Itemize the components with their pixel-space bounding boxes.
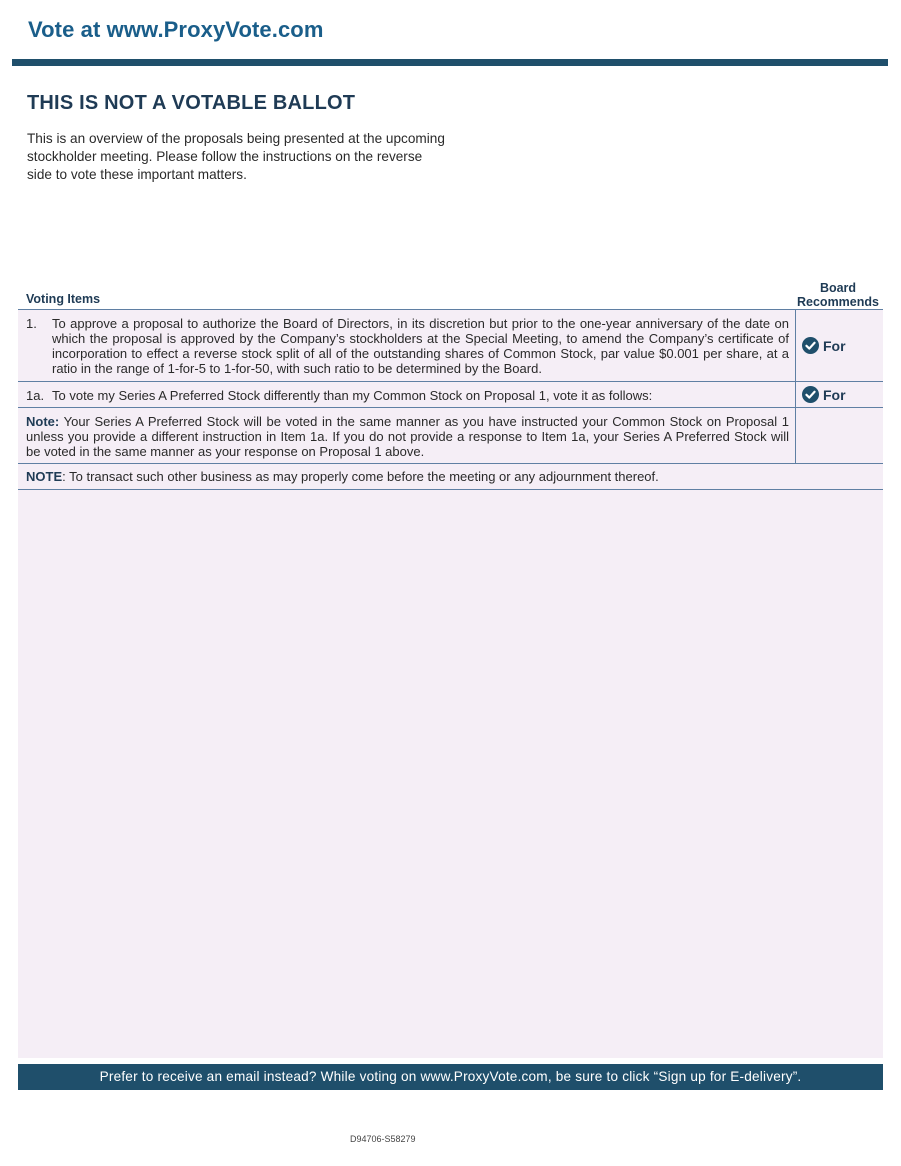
recommendation-cell <box>795 310 883 381</box>
other-business-row <box>18 464 883 490</box>
voting-item-text <box>26 316 789 376</box>
note-text <box>26 414 789 459</box>
board-recommends-line1: Board <box>819 281 857 295</box>
board-recommends-line2: Recommends <box>797 295 879 309</box>
recommendation <box>802 337 846 354</box>
voting-items-header: Voting Items <box>26 292 101 306</box>
voting-item-row <box>18 310 883 382</box>
header-rule <box>12 59 888 66</box>
e-delivery-banner: Prefer to receive an email instead? While voting on www.ProxyVote.com, be sure to click “Sign up for E-delivery”. <box>18 1064 883 1090</box>
note-lead: Note: <box>26 414 60 429</box>
note-body: Your Series A Preferred Stock will be voted in the same manner as you have instructed your Common Stock on Proposal 1 unless you provide a different instruction in Item 1a. If you do not provide a response to Item 1a, your Series A Preferred Stock will be voted in the same manner as your response on Proposal 1 above. <box>26 414 789 459</box>
page-header-title: Vote at www.ProxyVote.com <box>28 17 324 42</box>
voting-item-row <box>18 382 883 408</box>
voting-item-description: To approve a proposal to authorize the Board of Directors, in its discretion but prior to the one-year anniversary of the date on which the proposal is approved by the Company’s stockholders at the Special Meeting, to amend the Company’s certificate of incorporation to effect a reverse stock split of all of the outstanding shares of Common Stock, par value $0.001 per share, at a ratio in the range of 1-for-5 to 1-for-50, with such ratio to be determined by the Board. <box>52 316 789 376</box>
voting-item-number: 1. <box>26 316 37 331</box>
note-row <box>18 408 883 464</box>
document-code: D94706-S58279 <box>350 1134 416 1144</box>
check-circle-icon <box>802 386 819 403</box>
voting-items-panel <box>18 309 883 1058</box>
board-recommends-header <box>795 281 881 309</box>
recommendation-label: For <box>823 337 846 354</box>
intro-text: This is an overview of the proposals being presented at the upcoming stockholder meeting. Please follow the instructions on the reverse side to vote these important matters. <box>27 131 445 182</box>
voting-item-number: 1a. <box>26 388 45 403</box>
voting-item-description: To vote my Series A Preferred Stock differently than my Common Stock on Proposal 1, vote it as follows: <box>52 388 653 403</box>
check-circle-icon <box>802 337 819 354</box>
other-business-text <box>26 469 876 484</box>
voting-item-text <box>26 388 789 403</box>
recommendation-cell <box>795 382 883 407</box>
other-business-lead: NOTE <box>26 469 63 484</box>
notice-heading: THIS IS NOT A VOTABLE BALLOT <box>27 92 356 114</box>
recommendation-label: For <box>823 386 846 403</box>
recommendation-cell-empty <box>795 408 883 463</box>
other-business-body: : To transact such other business as may properly come before the meeting or any adjournment thereof. <box>62 469 659 484</box>
recommendation <box>802 386 846 403</box>
